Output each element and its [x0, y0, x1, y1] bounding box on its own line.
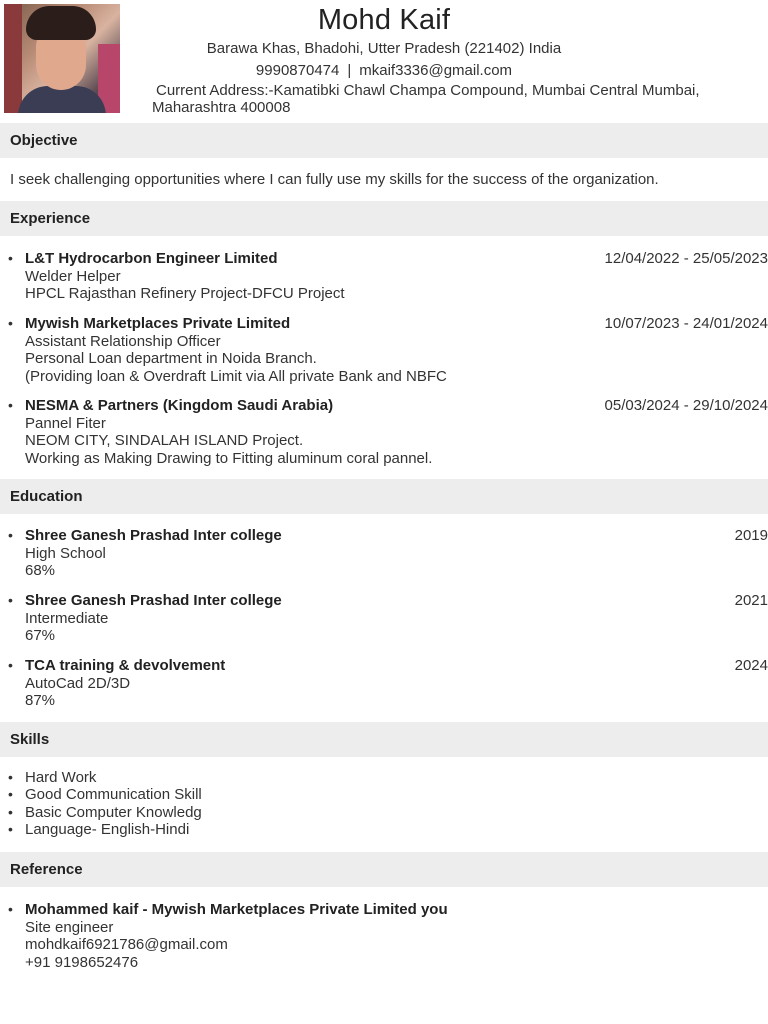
job-detail: Assistant Relationship Officer	[25, 332, 221, 350]
candidate-name: Mohd Kaif	[317, 4, 451, 36]
bullet: •	[8, 769, 13, 785]
company-name: L&T Hydrocarbon Engineer Limited	[25, 250, 278, 267]
employment-dates: 12/04/2022 - 25/05/2023	[604, 250, 768, 267]
job-detail: Working as Making Drawing to Fitting aluminum coral pannel.	[25, 449, 433, 467]
reference-name: Mohammed kaif - Mywish Marketplaces Private Limited you	[25, 901, 448, 918]
section-heading-reference: Reference	[0, 852, 768, 887]
job-detail: HPCL Rajasthan Refinery Project-DFCU Project	[25, 285, 345, 302]
bullet: •	[8, 250, 13, 266]
education-item	[8, 657, 768, 710]
education-score: 87%	[25, 692, 56, 709]
skill-item	[8, 786, 202, 803]
skill-text: Good Communication Skill	[25, 786, 202, 804]
job-detail: (Providing loan & Overdraft Limit via All private Bank and NBFC	[25, 367, 447, 385]
bullet: •	[8, 820, 13, 837]
skills-list	[8, 769, 202, 838]
education-detail: Intermediate	[25, 609, 109, 627]
bullet: •	[8, 803, 13, 820]
experience-item	[8, 315, 768, 385]
section-heading-skills: Skills	[0, 722, 768, 757]
reference-email: mohdkaif6921786@gmail.com	[25, 936, 228, 953]
job-detail: Welder Helper	[25, 267, 121, 285]
section-heading-objective: Objective	[0, 123, 768, 158]
home-address: Barawa Khas, Bhadohi, Utter Pradesh (221402) India	[206, 40, 562, 57]
bullet: •	[8, 592, 13, 608]
employment-dates: 10/07/2023 - 24/01/2024	[604, 315, 768, 332]
objective-text: I seek challenging opportunities where I can fully use my skills for the success of the organization.	[10, 171, 659, 188]
experience-item	[8, 250, 768, 303]
bullet: •	[8, 315, 13, 331]
reference-item	[8, 901, 768, 971]
education-item	[8, 592, 768, 645]
education-year: 2021	[734, 592, 768, 609]
section-heading-education: Education	[0, 479, 768, 514]
bullet: •	[8, 901, 13, 917]
company-name: Mywish Marketplaces Private Limited	[25, 315, 291, 332]
experience-item	[8, 397, 768, 467]
reference-phone: +91 9198652476	[25, 953, 139, 971]
bullet: •	[8, 397, 13, 413]
education-score: 68%	[25, 562, 56, 579]
job-detail: Personal Loan department in Noida Branch.	[25, 350, 317, 367]
skill-item	[8, 769, 202, 786]
section-heading-experience: Experience	[0, 201, 768, 236]
bullet: •	[8, 527, 13, 543]
skill-text: Basic Computer Knowledg	[25, 803, 202, 821]
photo-shirt	[18, 86, 106, 113]
skill-text: Hard Work	[25, 769, 97, 786]
contact-separator: |	[347, 62, 352, 79]
email-address: mkaif3336@gmail.com	[359, 62, 513, 79]
bullet: •	[8, 786, 13, 803]
job-detail: NEOM CITY, SINDALAH ISLAND Project.	[25, 432, 304, 449]
school-name: Shree Ganesh Prashad Inter college	[25, 527, 282, 544]
school-name: Shree Ganesh Prashad Inter college	[25, 592, 282, 609]
contact-line	[0, 62, 768, 79]
reference-role: Site engineer	[25, 918, 114, 936]
education-item	[8, 527, 768, 580]
education-detail: High School	[25, 544, 106, 562]
education-score: 67%	[25, 627, 56, 644]
phone-number: 9990870474	[255, 62, 340, 79]
education-year: 2024	[734, 657, 768, 674]
education-detail: AutoCad 2D/3D	[25, 674, 131, 692]
skill-item	[8, 821, 202, 838]
skill-item	[8, 804, 202, 821]
education-year: 2019	[734, 527, 768, 544]
skill-text: Language- English-Hindi	[25, 820, 190, 838]
company-name: NESMA & Partners (Kingdom Saudi Arabia)	[25, 397, 334, 414]
current-address: Current Address:-Kamatibki Chawl Champa Compound, Mumbai Central Mumbai, Maharashtra 400008	[152, 82, 700, 116]
school-name: TCA training & devolvement	[25, 657, 226, 674]
employment-dates: 05/03/2024 - 29/10/2024	[604, 397, 768, 414]
bullet: •	[8, 657, 13, 673]
job-detail: Pannel Fiter	[25, 414, 106, 432]
